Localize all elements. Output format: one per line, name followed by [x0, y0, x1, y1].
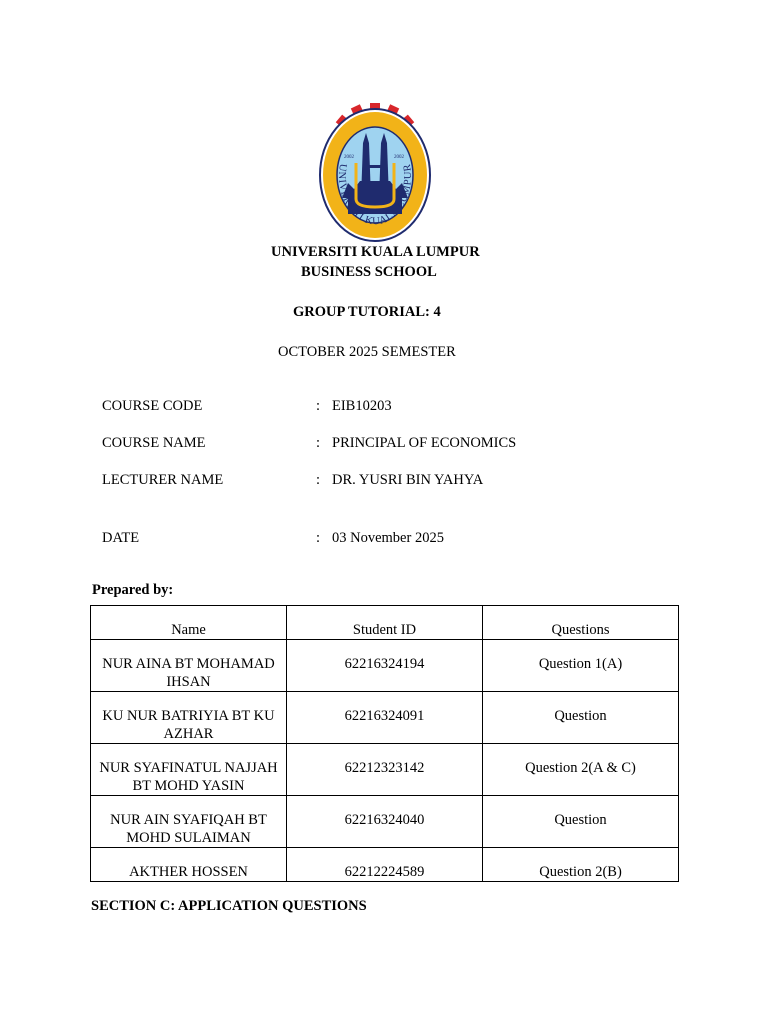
- tutorial-title: GROUP TUTORIAL: 4: [293, 304, 441, 320]
- member-name: NUR AINA BT MOHAMAD IHSAN: [91, 640, 287, 692]
- table-row: [91, 744, 679, 796]
- assigned-question: Question: [483, 796, 679, 848]
- logo-ring-text: UNIVERSITI KUALA LUMPUR: [335, 162, 415, 228]
- member-name: NUR AIN SYAFIQAH BT MOHD SULAIMAN: [91, 796, 287, 848]
- separator: :: [316, 472, 321, 488]
- lecturer-name-value: DR. YUSRI BIN YAHYA: [332, 472, 484, 488]
- date-value: 03 November 2025: [332, 530, 444, 546]
- separator: :: [316, 398, 321, 414]
- member-name: KU NUR BATRIYIA BT KU AZHAR: [91, 692, 287, 744]
- group-members-table: [90, 605, 679, 882]
- school-name: BUSINESS SCHOOL: [301, 264, 437, 280]
- member-name: AKTHER HOSSEN: [91, 848, 287, 882]
- student-id: 62212224589: [287, 848, 483, 882]
- table-row: [91, 692, 679, 744]
- date-label: DATE: [102, 530, 140, 546]
- table-row: [91, 848, 679, 882]
- course-code-value: EIB10203: [332, 398, 392, 414]
- course-name-label: COURSE NAME: [102, 435, 206, 451]
- course-name-value: PRINCIPAL OF ECONOMICS: [332, 435, 517, 451]
- student-id: 62216324091: [287, 692, 483, 744]
- assigned-question: Question: [483, 692, 679, 744]
- column-header-name: Name: [91, 606, 287, 640]
- student-id: 62216324040: [287, 796, 483, 848]
- column-header-student-id: Student ID: [287, 606, 483, 640]
- university-logo: [318, 103, 432, 243]
- assigned-question: Question 1(A): [483, 640, 679, 692]
- column-header-questions: Questions: [483, 606, 679, 640]
- separator: :: [316, 530, 321, 546]
- member-name: NUR SYAFINATUL NAJJAH BT MOHD YASIN: [91, 744, 287, 796]
- section-title: SECTION C: APPLICATION QUESTIONS: [91, 898, 367, 914]
- student-id: 62216324194: [287, 640, 483, 692]
- assigned-question: Question 2(A & C): [483, 744, 679, 796]
- logo-year-left: 2002: [344, 155, 354, 160]
- university-name: UNIVERSITI KUALA LUMPUR: [271, 244, 480, 260]
- logo-year-right: 2002: [394, 155, 404, 160]
- lecturer-name-label: LECTURER NAME: [102, 472, 224, 488]
- assigned-question: Question 2(B): [483, 848, 679, 882]
- table-row: [91, 640, 679, 692]
- table-row: [91, 796, 679, 848]
- course-code-label: COURSE CODE: [102, 398, 203, 414]
- table-header-row: [91, 606, 679, 640]
- prepared-by-label: Prepared by:: [92, 582, 174, 598]
- student-id: 62212323142: [287, 744, 483, 796]
- separator: :: [316, 435, 321, 451]
- semester: OCTOBER 2025 SEMESTER: [278, 344, 456, 360]
